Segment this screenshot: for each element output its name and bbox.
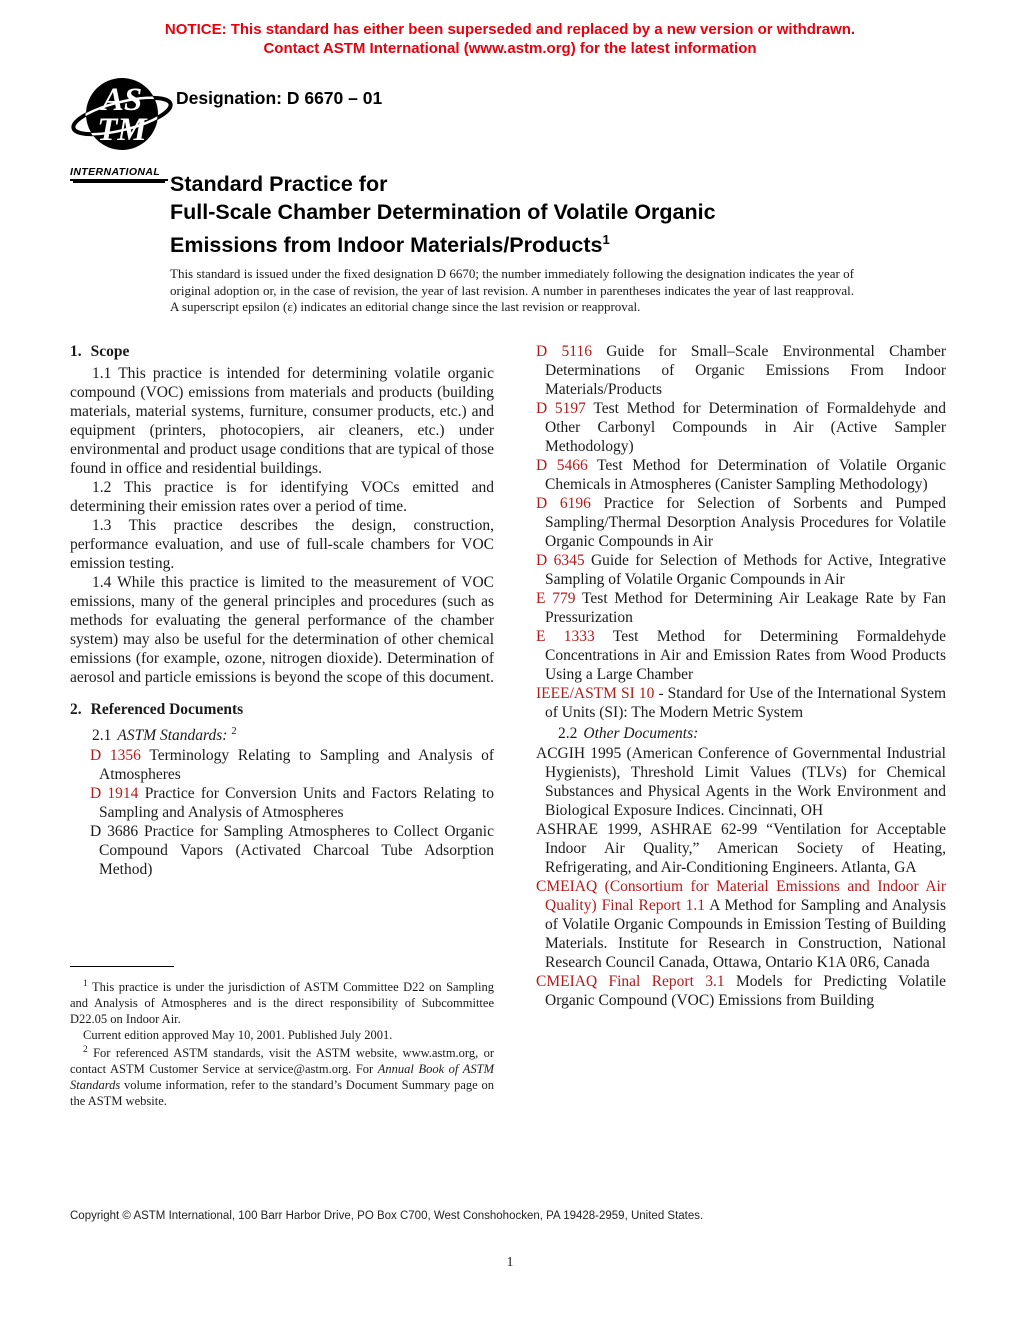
footnote-1b: Current edition approved May 10, 2001. Published July 2001. <box>83 1027 393 1042</box>
ref-title: ASHRAE 1999, ASHRAE 62-99 “Ventilation for Acceptable Indoor Air Quality,” American Society of Heating, Refrigerating, and Air-Conditioning Engineers. Atlanta, GA <box>536 821 946 876</box>
reference-e779 <box>536 589 946 627</box>
reference-d5116 <box>536 342 946 399</box>
title-line-2: Full-Scale Chamber Determination of Volatile Organic <box>170 200 716 224</box>
copyright-line: Copyright © ASTM International, 100 Barr Harbor Drive, PO Box C700, West Conshohocken, PA 19428-2959, United States. <box>70 1210 704 1222</box>
ref-link-e1333[interactable]: E 1333 <box>536 628 595 645</box>
right-column <box>536 342 946 1010</box>
footnotes <box>70 966 494 1110</box>
ref-title: Test Method for Determination of Formaldehyde and Other Carbonyl Compounds in Air (Active Sampler Methodology) <box>545 400 946 455</box>
ref-title: Guide for Selection of Methods for Active, Integrative Sampling of Volatile Organic Compounds in Air <box>545 552 946 588</box>
reference-d6196 <box>536 494 946 551</box>
ref-link-e779[interactable]: E 779 <box>536 590 576 607</box>
reference-acgih <box>536 744 946 820</box>
notice-line-1: NOTICE: This standard has either been superseded and replaced by a new version or withdrawn. <box>164 21 856 38</box>
ref-title: Test Method for Determination of Volatile Organic Chemicals in Atmospheres (Canister Sampling Methodology) <box>545 457 946 493</box>
ref-link-cmeiaq-1-1[interactable]: CMEIAQ (Consortium for Material Emissions and Indoor Air Quality) Final Report 1.1 <box>536 878 946 914</box>
reference-ashrae <box>536 820 946 877</box>
para-1-2: 1.2 This practice is for identifying VOCs emitted and determining their emission rates over a period of time. <box>70 479 494 515</box>
ref-link-d5116[interactable]: D 5116 <box>536 343 592 360</box>
title-line-3: Emissions from Indoor Materials/Products$^1$ <box>170 232 610 258</box>
section-1-heading: 1. Scope <box>70 343 130 360</box>
ref-title: Practice for Conversion Units and Factors Relating to Sampling and Analysis of Atmospheres <box>99 785 494 822</box>
ref-title: Guide for Small–Scale Environmental Chamber Determinations of Organic Emissions From Indoor Materials/Products <box>545 343 946 398</box>
svg-text:TM: TM <box>97 112 147 148</box>
ref-title: Practice for Selection of Sorbents and Pumped Sampling/Thermal Desorption Analysis Procedures for Volatile Organic Compounds in Air <box>545 495 947 550</box>
reference-d5197 <box>536 399 946 456</box>
ref-title: ACGIH 1995 (American Conference of Governmental Industrial Hygienists), Threshold Limit Values (TLVs) for Chemical Substances and Physical Agents in the Work Environment and Biological Exposure Indices. Cincinnati, OH <box>536 745 946 819</box>
reference-e1333 <box>536 627 946 684</box>
ref-link-d6345[interactable]: D 6345 <box>536 552 585 569</box>
reference-cmeiaq-3-1 <box>536 972 946 1010</box>
ref-title: Test Method for Determining Air Leakage Rate by Fan Pressurization <box>545 590 947 626</box>
ref-title: Models for Predicting Volatile Organic Compound (VOC) Emissions from Building <box>545 973 947 1009</box>
ref-link-ieee-astm-si10[interactable]: IEEE/ASTM SI 10 <box>536 685 655 702</box>
subsection-2-1: 2.1 ASTM Standards: $^2$ <box>92 726 237 745</box>
ref-title: Terminology Relating to Sampling and Analysis of Atmospheres <box>99 747 494 784</box>
designation: Designation: D 6670 – 01 <box>176 88 383 108</box>
ref-link-d1914[interactable]: D 1914 <box>90 785 139 803</box>
page-number: 1 <box>506 1254 514 1269</box>
ref-title: - Standard for Use of the International System of Units (SI): The Modern Metric System <box>545 685 947 721</box>
ref-title: Test Method for Determining Formaldehyde Concentrations in Air and Emission Rates from Wood Products Using a Large Chamber <box>545 628 946 683</box>
para-1-1: 1.1 This practice is intended for determining volatile organic compound (VOC) emissions from materials and products (building materials, material systems, furniture, consumer products, etc.) and equipment (printers, photocopiers, air cleaners, etc.) under environmental and product usage conditions that are typical of those found in office and residential buildings. <box>70 365 494 477</box>
astm-globe-icon <box>70 72 174 164</box>
reference-ieee-astm-si10 <box>536 684 946 722</box>
notice-line-2: Contact ASTM International (www.astm.org) for the latest information <box>263 40 757 57</box>
svg-text:AS: AS <box>101 82 143 118</box>
ref-title: A Method for Sampling and Analysis of Volatile Organic Compounds in Emission Testing of Building Materials. Institute for Research in Construction, National Research Council Canada, Ottawa, Ontario K1A 0R6, Canada <box>545 897 946 971</box>
reference-cmeiaq-1-1 <box>536 877 946 972</box>
subsection-2-2: 2.2 Other Documents: <box>558 725 699 742</box>
left-column <box>70 342 494 879</box>
superseded-notice <box>0 20 1020 58</box>
footnote-2: $^2$ For referenced ASTM standards, visit the ASTM website, www.astm.org, or contact ASTM Customer Service at service@astm.org. For Annual Book of ASTM Standards volume information, refer to the standard’s Document Summary page on the ASTM website. <box>70 1045 494 1108</box>
ref-link-d6196[interactable]: D 6196 <box>536 495 591 512</box>
astm-logo <box>70 72 176 181</box>
ref-title: Practice for Sampling Atmospheres to Collect Organic Compound Vapors (Activated Charcoal Tube Adsorption Method) <box>99 823 494 879</box>
para-1-4: 1.4 While this practice is limited to the measurement of VOC emissions, many of the general principles and procedures (such as methods for evaluating the general performance of the chamber system) may also be useful for the determination of other chemical emissions (for example, ozone, nitrogen dioxide). Determination of aerosol and particle emissions is beyond the scope of this document. <box>70 574 495 686</box>
footnote-separator <box>70 966 174 967</box>
reference-d5466 <box>536 456 946 494</box>
ref-link-cmeiaq-3-1[interactable]: CMEIAQ Final Report 3.1 <box>536 973 725 990</box>
reference-d1914 <box>90 784 494 822</box>
standard-title <box>170 170 716 259</box>
ref-link-d5197[interactable]: D 5197 <box>536 400 586 417</box>
ref-code-d3686: D 3686 <box>90 823 139 841</box>
ref-link-d5466[interactable]: D 5466 <box>536 457 588 474</box>
title-line-1: Standard Practice for <box>170 172 388 196</box>
footnote-1: $^1$ This practice is under the jurisdiction of ASTM Committee D22 on Sampling and Analysis of Atmospheres and is the direct responsibility of Subcommittee D22.05 on Indoor Air. <box>70 979 495 1026</box>
para-1-3: 1.3 This practice describes the design, construction, performance evaluation, and use of full-scale chambers for VOC emission testing. <box>70 517 494 572</box>
section-2-heading: 2. Referenced Documents <box>70 701 244 718</box>
ref-link-d1356[interactable]: D 1356 <box>90 747 141 765</box>
astm-international-label: INTERNATIONAL <box>70 166 168 181</box>
reference-d6345 <box>536 551 946 589</box>
issuance-statement: This standard is issued under the fixed designation D 6670; the number immediately following the designation indicates the year of original adoption or, in the case of revision, the year of last revision. A number in parentheses indicates the year of last reapproval. A superscript epsilon (ε) indicates an editorial change since the last revision or reapproval. <box>170 266 854 314</box>
title-footnote-ref: 1 <box>602 232 610 247</box>
footnote-2-ref: 2 <box>231 726 237 737</box>
reference-d1356 <box>90 746 494 784</box>
reference-d3686 <box>90 822 494 879</box>
